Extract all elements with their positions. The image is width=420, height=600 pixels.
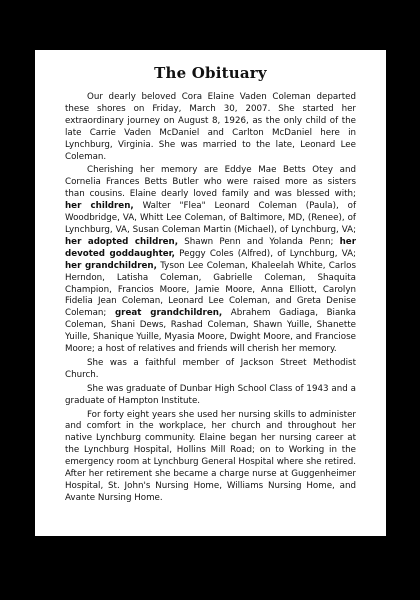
paragraph-text: For forty eight years she used her nursing skills to administer and comfort in the workplace, her church and throughout her native Lynchburg community. Elaine began her nursing career at the Lynchburg Hospital, Hollins Mill Road; on to Working in the emergency room at Lynchburg General Hospital where she retired. After her retirement she became a charge nurse at Guggenheimer Hospital, St. John's Nursing Home, Williams Nursing Home, and Avante Nursing Home. [65,409,356,503]
obituary-paragraph [65,410,356,505]
paragraph-text: Tyson Lee Coleman, Khaleelah White, Carlos Herndon, Latisha Coleman, Gabrielle Coleman, Shaquita Champion, Francios Moore, Jamie Moore, Anna Elliott, Carolyn Fidelia Jean Coleman, Leonard Lee Coleman, and Greta Denise Coleman; [65,260,356,319]
paragraph-text: Cherishing her memory are Eddye Mae Betts Otey and Cornelia Frances Betts Butler who were raised more as sisters than cousins. Elaine dearly loved family and was blessed with; [65,165,356,200]
obituary-page [35,50,386,536]
paragraph-text: Walter "Flea" Leonard Coleman (Paula), of Woodbridge, VA, Whitt Lee Coleman, of Baltimore, MD, (Renee), of Lynchburg, VA, Susan Coleman Martin (Michael), of Lynchburg, VA; [65,201,357,235]
bold-heading-text: her adopted children, [65,236,179,247]
paragraph-text: Our dearly beloved Cora Elaine Vaden Coleman departed these shores on Friday, March 30, 2007. She started her extraordinary journey on August 8, 1926, as the only child of the late Carrie Vaden McDaniel and Carlton McDaniel here in Lynchburg, Virginia. She was married to the late, Leonard Lee Coleman. [65,92,356,162]
obituary-body [65,92,356,505]
bold-heading-text: great grandchildren, [114,308,223,319]
paragraph-text: Peggy Coles (Alfred), of Lynchburg, VA; [174,248,356,259]
obituary-paragraph [65,384,356,408]
bold-heading-text: her devoted goddaughter, [65,236,356,259]
obituary-paragraph [65,165,356,356]
bold-heading-text: her children, [65,201,134,212]
paragraph-text: Abrahem Gadiaga, Bianka Coleman, Shani Dews, Rashad Coleman, Shawn Yuille, Shanette Yuille, Shanique Yuille, Myasia Moore, Dwight Moore, and Franciose Moore; a host of relatives and friends will cherish her memory. [65,308,357,355]
paragraph-text: She was graduate of Dunbar High School Class of 1943 and a graduate of Hampton Institute. [65,383,356,406]
paragraph-text: Shawn Penn and Yolanda Penn; [178,236,340,247]
paragraph-text: She was a faithful member of Jackson Street Methodist Church. [65,357,356,380]
bold-heading-text: her grandchildren, [65,260,157,271]
page-title: The Obituary [154,64,267,82]
obituary-paragraph [65,92,356,163]
obituary-paragraph [65,358,356,382]
